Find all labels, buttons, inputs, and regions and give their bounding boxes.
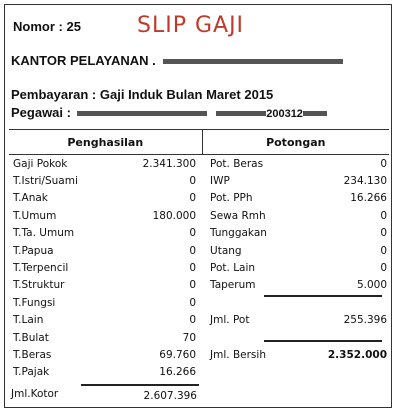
potongan-label: IWP — [210, 175, 230, 188]
table-row — [9, 329, 389, 346]
table-row — [9, 225, 389, 242]
penghasilan-label: T.Beras — [13, 348, 52, 361]
bersih-total-rule — [264, 340, 382, 342]
nomor-label: Nomor : — [13, 19, 63, 34]
table-row — [9, 364, 389, 381]
jml-kotor-label: Jml.Kotor — [11, 388, 59, 400]
penghasilan-value: 180.000 — [152, 209, 197, 222]
penghasilan-value: 0 — [189, 227, 197, 240]
penghasilan-label: T.Fungsi — [13, 296, 56, 309]
table-row — [9, 155, 389, 173]
pembayaran-label: Pembayaran : — [11, 87, 97, 102]
potongan-label: Utang — [210, 244, 242, 257]
penghasilan-label: T.Bulat — [13, 331, 49, 344]
potongan-value: 0 — [380, 262, 387, 275]
penghasilan-value: 16.266 — [159, 366, 197, 379]
penghasilan-label: T.Struktur — [13, 279, 65, 292]
nomor-line — [13, 19, 81, 34]
penghasilan-value: 2.341.300 — [142, 157, 197, 170]
potongan-label: Sewa Rmh — [210, 209, 266, 222]
penghasilan-value: 0 — [189, 244, 197, 257]
redacted-nip-prefix — [216, 111, 266, 116]
penghasilan-value: 69.760 — [159, 348, 197, 361]
potongan-label: Taperum — [210, 279, 256, 292]
penghasilan-label: T.Umum — [13, 209, 57, 222]
penghasilan-label: Gaji Pokok — [13, 157, 68, 170]
penghasilan-value: 0 — [189, 279, 197, 292]
pegawai-line — [11, 105, 327, 120]
penghasilan-value: 0 — [189, 296, 197, 309]
penghasilan-value: 0 — [189, 262, 197, 275]
jml-pot-value: 255.396 — [343, 314, 387, 327]
table-header-row — [9, 130, 389, 155]
pegawai-label: Pegawai : — [11, 105, 71, 120]
table-row — [9, 346, 389, 363]
penghasilan-label: T.Lain — [13, 314, 44, 327]
penghasilan-label: T.Pajak — [13, 366, 50, 379]
penghasilan-value: 0 — [189, 314, 197, 327]
slip-title: SLIP GAJI — [137, 13, 245, 38]
table-row — [9, 312, 389, 329]
empty-cell — [202, 329, 275, 346]
empty-cell — [275, 329, 389, 346]
penghasilan-label: T.Anak — [13, 192, 48, 205]
jml-bersih-value: 2.352.000 — [327, 348, 387, 361]
potongan-value: 0 — [380, 227, 387, 240]
potongan-label: Pot. Beras — [210, 157, 264, 170]
pot-total-rule — [264, 295, 382, 297]
redacted-nip-suffix — [303, 111, 327, 116]
potongan-value: 16.266 — [350, 192, 387, 205]
pegawai-nip-fragment: 200312 — [266, 108, 303, 120]
jml-pot-label: Jml. Pot — [210, 314, 250, 327]
penghasilan-label: T.Terpencil — [13, 262, 69, 275]
potongan-value: 0 — [380, 157, 387, 170]
nomor-value: 25 — [66, 19, 81, 34]
potongan-value: 234.130 — [343, 175, 387, 188]
potongan-value: 5.000 — [356, 279, 387, 292]
potongan-label: Tunggakan — [210, 227, 267, 240]
penghasilan-value: 0 — [189, 192, 197, 205]
table-row — [9, 242, 389, 259]
empty-cell — [202, 364, 275, 381]
jml-bersih-label: Jml. Bersih — [210, 348, 266, 361]
pembayaran-value: Gaji Induk Bulan Maret 2015 — [99, 87, 274, 102]
penghasilan-value: 0 — [189, 175, 197, 188]
kantor-line — [11, 53, 343, 68]
empty-cell — [275, 364, 389, 381]
table-row — [9, 207, 389, 224]
table-row — [9, 172, 389, 189]
kantor-label: KANTOR PELAYANAN . — [11, 53, 156, 68]
potongan-value: 0 — [380, 244, 387, 257]
redacted-kantor-name — [163, 59, 343, 64]
potongan-header: Potongan — [202, 130, 389, 155]
table-row — [9, 277, 389, 294]
penghasilan-label: T.Istri/Suami — [13, 175, 78, 188]
penghasilan-label: T.Papua — [13, 244, 54, 257]
table-row — [9, 190, 389, 207]
table-row — [9, 259, 389, 276]
jml-kotor-value: 2.607.396 — [143, 390, 197, 402]
salary-table — [9, 129, 389, 381]
penghasilan-value: 70 — [182, 331, 197, 344]
penghasilan-header: Penghasilan — [9, 130, 202, 155]
redacted-pegawai-name — [77, 111, 207, 116]
potongan-label: Pot. PPh — [210, 192, 253, 205]
kotor-total-rule — [81, 384, 199, 386]
pembayaran-line — [11, 87, 273, 102]
potongan-label: Pot. Lain — [210, 262, 256, 275]
penghasilan-label: T.Ta. Umum — [13, 227, 75, 240]
potongan-value: 0 — [380, 209, 387, 222]
salary-slip — [4, 4, 392, 408]
